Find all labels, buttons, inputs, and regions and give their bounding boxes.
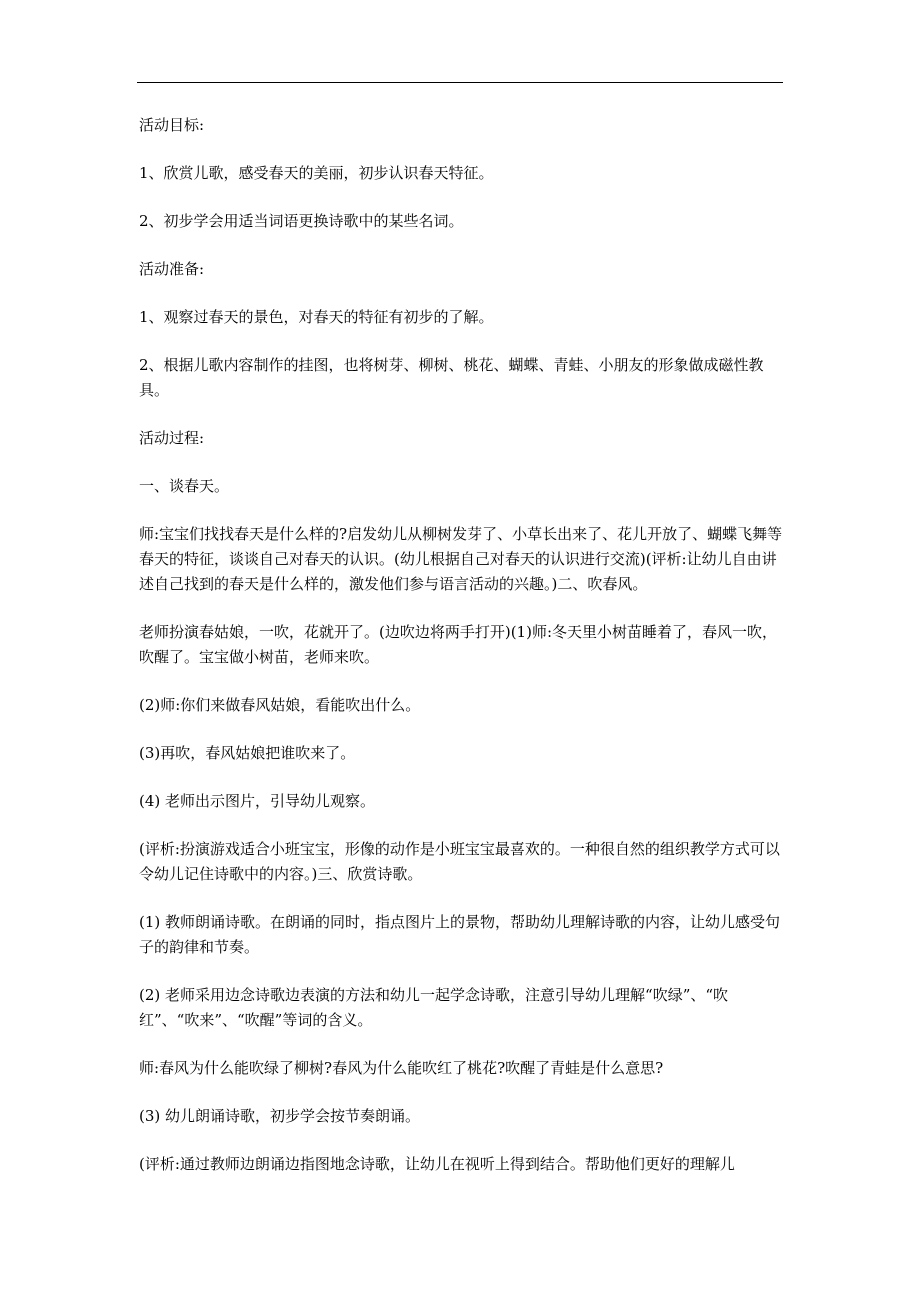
process-paragraph: (评析:扮演游戏适合小班宝宝，形像的动作是小班宝宝最喜欢的。一种很自然的组织教学方式可以令幼儿记住诗歌中的内容。)三、欣赏诗歌。: [139, 840, 780, 883]
process-paragraph: (1) 教师朗诵诗歌。在朗诵的同时，指点图片上的景物，帮助幼儿理解诗歌的内容，让幼儿感受句子的韵律和节奏。: [139, 913, 781, 956]
process-step-1-heading: 一、谈春天。: [139, 477, 230, 495]
process-paragraph: 老师扮演春姑娘，一吹，花就开了。(边吹边将两手打开)(1)师:冬天里小树苗睡着了，春风一吹，吹醒了。宝宝做小树苗，老师来吹。: [139, 623, 778, 666]
goal-item-1: 1、欣赏儿歌，感受春天的美丽，初步认识春天特征。: [139, 164, 494, 182]
section-heading-process: 活动过程:: [139, 429, 205, 447]
process-paragraph: (3) 幼儿朗诵诗歌，初步学会按节奏朗诵。: [139, 1107, 421, 1125]
process-paragraph: (2) 老师采用边念诗歌边表演的方法和幼儿一起学念诗歌，注意引导幼儿理解“吹绿”、“吹红”、“吹来”、“吹醒”等词的含义。: [139, 986, 729, 1029]
process-paragraph: (2)师:你们来做春风姑娘，看能吹出什么。: [139, 696, 421, 714]
section-heading-goals: 活动目标:: [139, 116, 205, 134]
process-paragraph: (3)再吹，春风姑娘把谁吹来了。: [139, 744, 356, 762]
preparation-item-2: 2、根据儿歌内容制作的挂图，也将树芽、柳树、桃花、蝴蝶、青蛙、小朋友的形象做成磁性教具。: [139, 356, 764, 399]
process-paragraph: 师:春风为什么能吹绿了柳树?春风为什么能吹红了桃花?吹醒了青蛙是什么意思?: [139, 1059, 664, 1077]
document-body: [139, 113, 785, 1200]
header-rule: [137, 82, 783, 83]
process-paragraph: 师:宝宝们找找春天是什么样的?启发幼儿从柳树发芽了、小草长出来了、花儿开放了、蝴蝶飞舞等春天的特征，谈谈自己对春天的认识。(幼儿根据自己对春天的认识进行交流)(评析:让幼儿自由讲述自己找到的春天是什么样的，激发他们参与语言活动的兴趣。)二、吹春风。: [139, 525, 783, 593]
goal-item-2: 2、初步学会用适当词语更换诗歌中的某些名词。: [139, 212, 464, 230]
section-heading-preparation: 活动准备:: [139, 260, 205, 278]
process-paragraph: (评析:通过教师边朗诵边指图地念诗歌，让幼儿在视听上得到结合。帮助他们更好的理解儿: [139, 1155, 735, 1173]
process-paragraph: (4) 老师出示图片，引导幼儿观察。: [139, 792, 376, 810]
preparation-item-1: 1、观察过春天的景色，对春天的特征有初步的了解。: [139, 308, 494, 326]
